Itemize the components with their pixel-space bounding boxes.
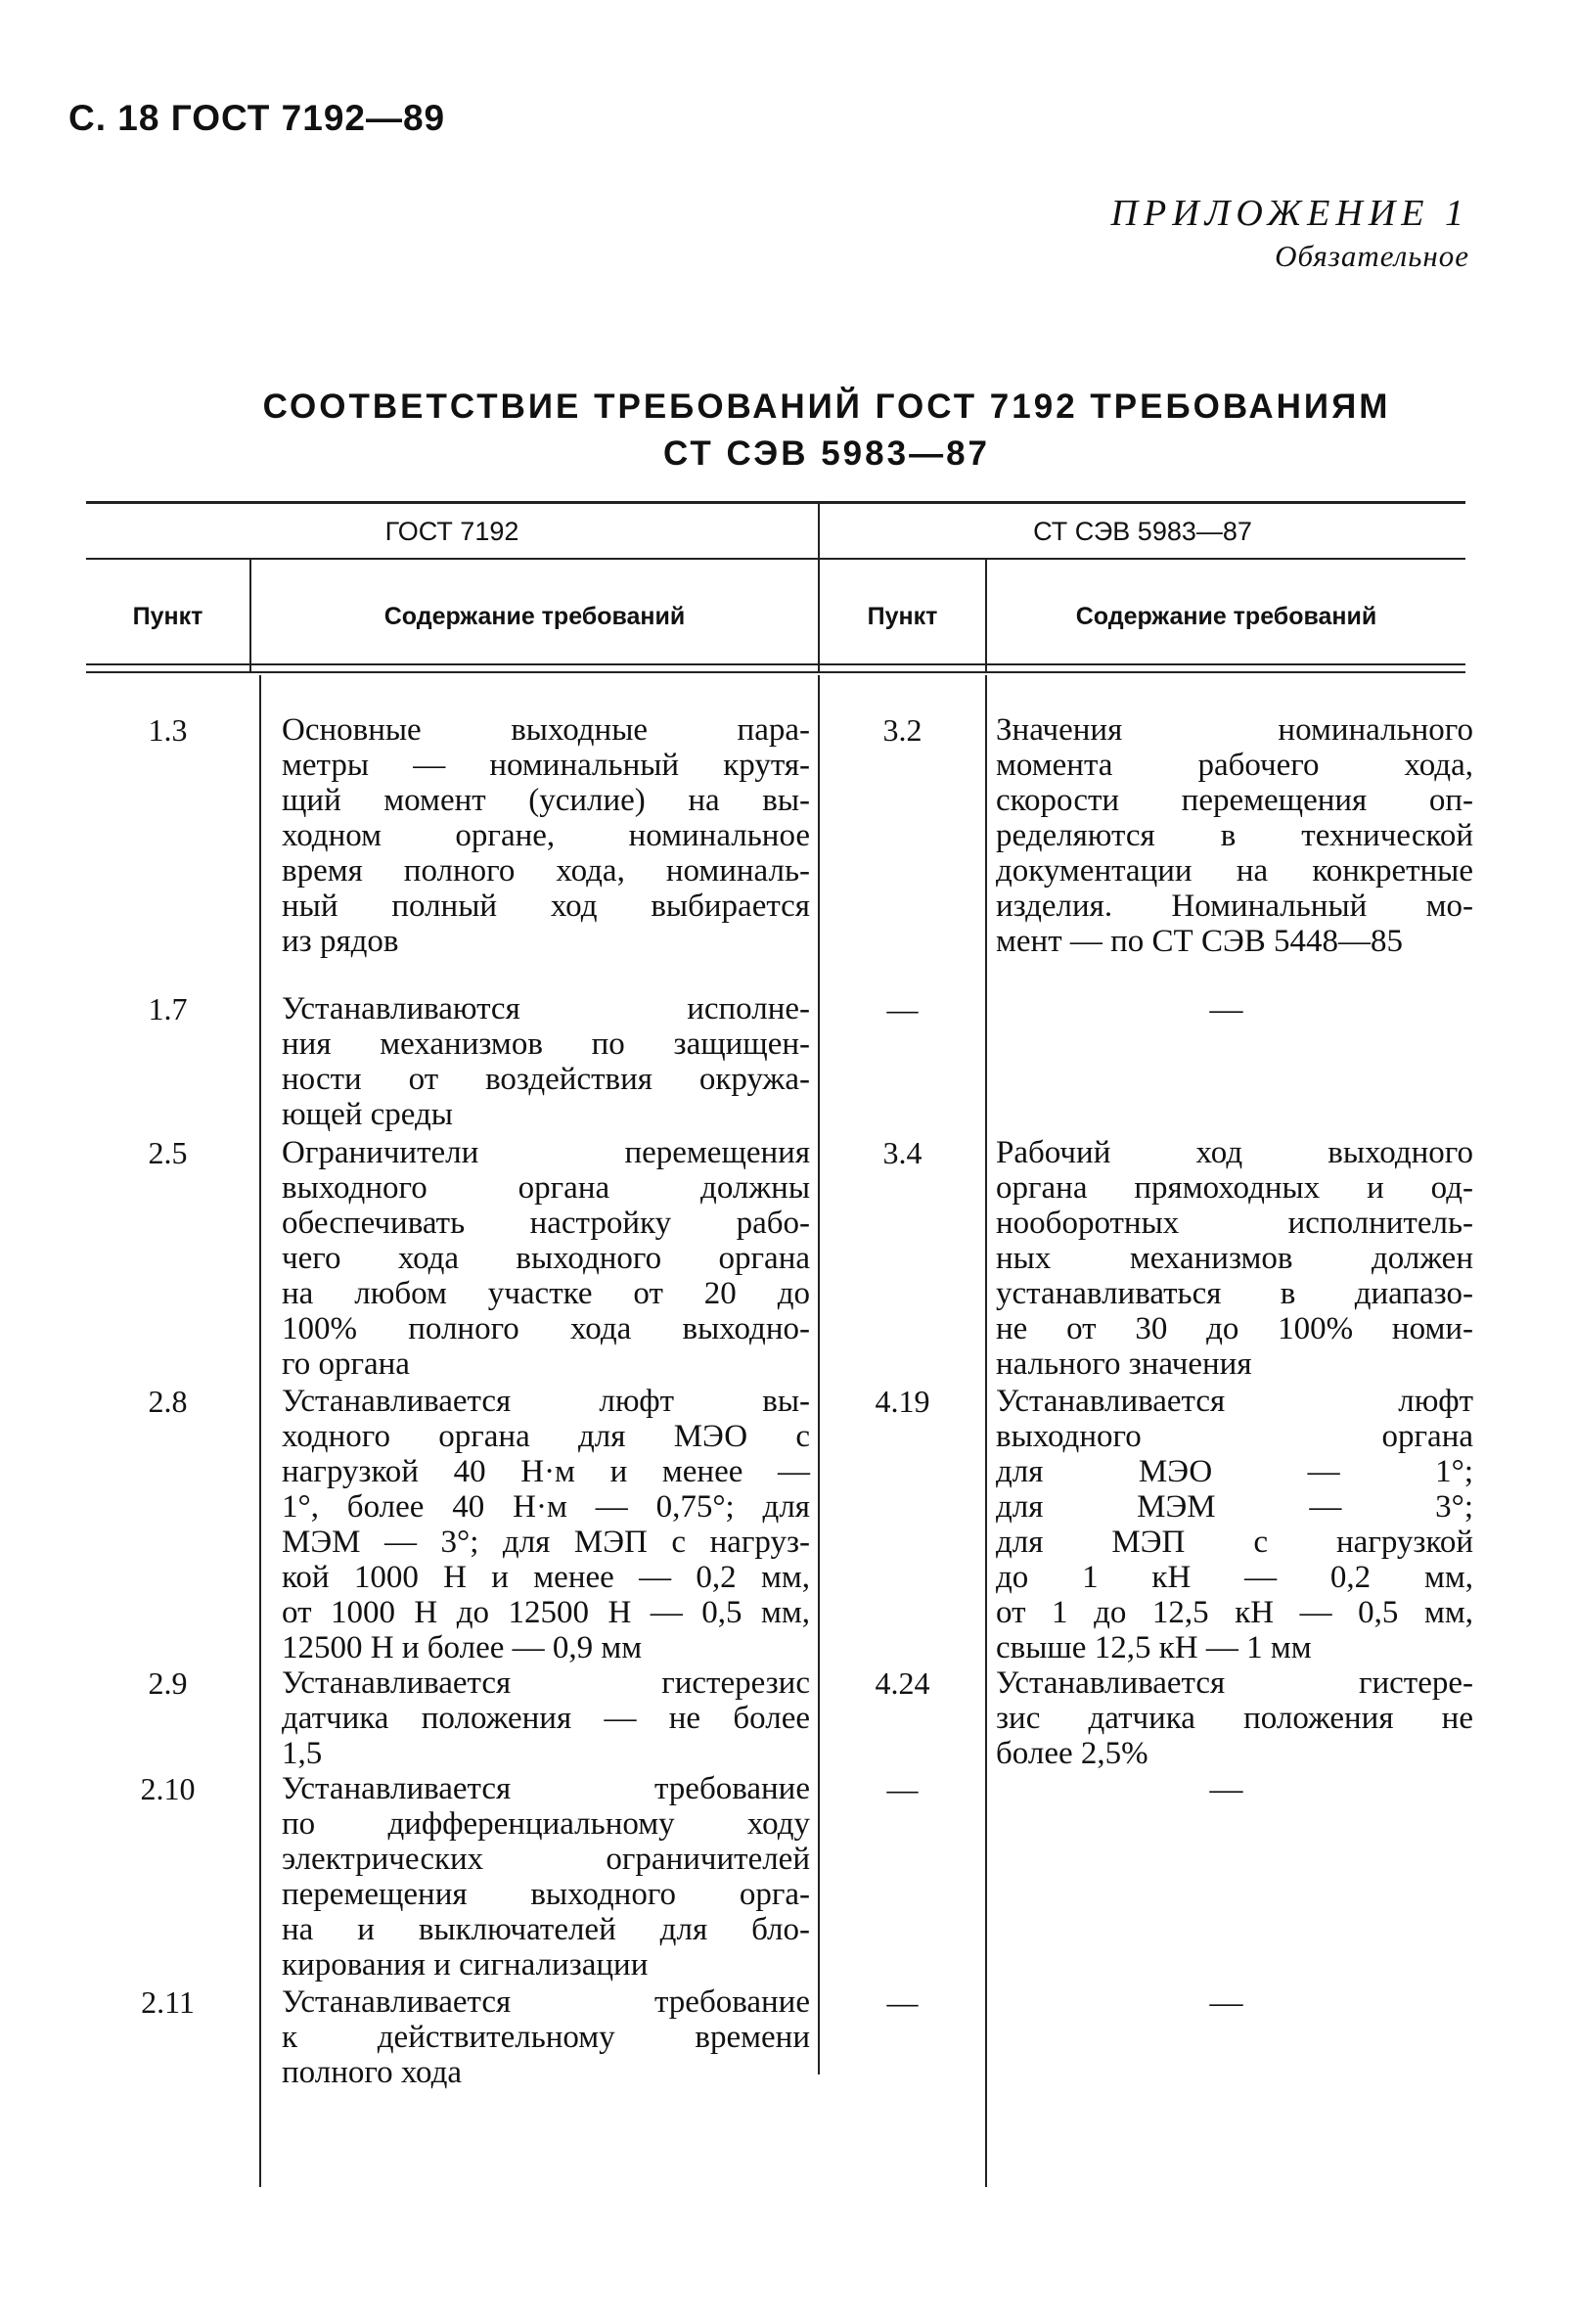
group-header-rule <box>86 558 1465 560</box>
document-title-line-1: СООТВЕТСТВИЕ ТРЕБОВАНИЙ ГОСТ 7192 ТРЕБОВАНИЯМ <box>262 387 1391 426</box>
column-header-rule-2 <box>86 671 1465 673</box>
gost-requirement-line: ходного органа для МЭО с <box>282 1419 810 1454</box>
gost-requirement-line: чего хода выходного органа <box>282 1241 810 1276</box>
appendix-subtitle: Обязательное <box>1275 239 1469 273</box>
divider-sev-item-body <box>985 675 987 2187</box>
sev-requirement-line: Устанавливается люфт <box>996 1384 1473 1419</box>
sev-requirement-line: до 1 кН — 0,2 мм, <box>996 1560 1473 1595</box>
col-header-gost-item: Пункт <box>132 603 203 630</box>
gost-requirement-text <box>282 1384 810 1665</box>
document-title-line-2: СТ СЭВ 5983—87 <box>662 434 990 473</box>
gost-requirement-text <box>282 1771 810 1982</box>
gost-requirement-line: из рядов <box>282 924 399 959</box>
gost-requirement-line: 12500 Н и более — 0,9 мм <box>282 1630 643 1665</box>
gost-requirement-line: Устанавливаются исполне- <box>282 991 810 1026</box>
sev-requirement-line: для МЭО — 1°; <box>996 1454 1473 1489</box>
gost-requirement-line: ющей среды <box>282 1097 453 1132</box>
sev-requirement-line: от 1 до 12,5 кН — 0,5 мм, <box>996 1595 1473 1630</box>
sev-item-number: 3.2 <box>882 712 922 748</box>
sev-requirement-text <box>996 1135 1473 1382</box>
col-header-sev-item: Пункт <box>867 603 938 630</box>
sev-requirement-line: выходного органа <box>996 1419 1473 1454</box>
sev-requirement-text <box>996 1665 1473 1771</box>
sev-requirement-line: свыше 12,5 кН — 1 мм <box>996 1630 1312 1665</box>
gost-requirement-line: Ограничители перемещения <box>282 1135 810 1170</box>
gost-requirement-text <box>282 991 810 1132</box>
sev-requirement-line: органа прямоходных и од- <box>996 1170 1473 1206</box>
sev-requirement-line: ных механизмов должен <box>996 1241 1473 1276</box>
gost-requirement-line: Устанавливается гистерезис <box>282 1665 810 1701</box>
sev-requirement-line: нального значения <box>996 1346 1252 1382</box>
sev-requirement-text <box>996 712 1473 959</box>
gost-requirement-line: МЭМ — 3°; для МЭП с нагруз- <box>282 1525 810 1560</box>
gost-requirement-line: полного хода <box>282 2055 463 2090</box>
gost-requirement-line: го органа <box>282 1346 410 1382</box>
sev-requirement-line: скорости перемещения оп- <box>996 783 1473 818</box>
gost-requirement-line: кирования и сигнализации <box>282 1947 649 1982</box>
gost-requirement-line: Основные выходные пара- <box>282 712 810 748</box>
gost-item-number: 2.9 <box>148 1665 188 1701</box>
gost-requirement-line: по дифференциальному ходу <box>282 1806 810 1842</box>
sev-requirement-line: нооборотных исполнитель- <box>996 1206 1473 1241</box>
document-title <box>0 384 1575 478</box>
gost-requirement-line: ный полный ход выбирается <box>282 889 810 924</box>
gost-requirement-line: электрических ограничителей <box>282 1842 810 1877</box>
gost-requirement-line: 100% полного хода выходно- <box>282 1311 810 1346</box>
gost-item-number: 2.5 <box>148 1135 188 1170</box>
sev-requirement-line: более 2,5% <box>996 1736 1148 1771</box>
sev-requirement-line: момента рабочего хода, <box>996 748 1473 783</box>
gost-item-number: 2.10 <box>140 1771 196 1806</box>
divider-gost-item-body <box>259 675 261 2187</box>
group-header-gost: ГОСТ 7192 <box>384 517 519 546</box>
table-top-rule <box>86 501 1465 504</box>
sev-requirement-dash: — <box>1209 1771 1243 1807</box>
gost-requirement-line: от 1000 Н до 12500 Н — 0,5 мм, <box>282 1595 810 1630</box>
sev-item-number: 4.24 <box>875 1665 930 1701</box>
gost-requirement-line: Устанавливается требование <box>282 1771 810 1806</box>
sev-requirement-line: Устанавливается гистере- <box>996 1665 1473 1701</box>
gost-requirement-line: 1°, более 40 Н·м — 0,75°; для <box>282 1489 810 1525</box>
sev-requirement-line: для МЭМ — 3°; <box>996 1489 1473 1525</box>
gost-requirement-line: Устанавливается люфт вы- <box>282 1384 810 1419</box>
sev-item-number: 3.4 <box>882 1135 922 1170</box>
gost-requirement-line: нагрузкой 40 Н·м и менее — <box>282 1454 810 1489</box>
column-header-rule-1 <box>86 663 1465 665</box>
gost-requirement-text <box>282 1665 810 1771</box>
gost-requirement-line: время полного хода, номиналь- <box>282 853 810 889</box>
gost-requirement-line: Устанавливается требование <box>282 1984 810 2020</box>
sev-item-number: 4.19 <box>875 1384 930 1419</box>
gost-requirement-line: 1,5 <box>282 1736 323 1771</box>
sev-requirement-line: Рабочий ход выходного <box>996 1135 1473 1170</box>
gost-requirement-line: ния механизмов по защищен- <box>282 1026 810 1062</box>
gost-requirement-line: выходного органа должны <box>282 1170 810 1206</box>
gost-requirement-line: кой 1000 Н и менее — 0,2 мм, <box>282 1560 810 1595</box>
sev-requirement-line: ределяются в технической <box>996 818 1473 853</box>
group-header-sev: СТ СЭВ 5983—87 <box>1033 517 1252 546</box>
gost-requirement-line: щий момент (усилие) на вы- <box>282 783 810 818</box>
gost-requirement-line: ходном органе, номинальное <box>282 818 810 853</box>
sev-item-number: — <box>886 1771 919 1806</box>
sev-item-number: — <box>886 991 919 1026</box>
gost-item-number: 1.3 <box>148 712 188 748</box>
sev-requirement-line: документации на конкретные <box>996 853 1473 889</box>
gost-item-number: 2.8 <box>148 1384 188 1419</box>
appendix-title: ПРИЛОЖЕНИЕ 1 <box>1110 193 1469 234</box>
gost-item-number: 2.11 <box>141 1984 195 2020</box>
gost-requirement-line: обеспечивать настройку рабо- <box>282 1206 810 1241</box>
sev-requirement-line: Значения номинального <box>996 712 1473 748</box>
gost-requirement-line: на и выключателей для бло- <box>282 1912 810 1947</box>
sev-requirement-dash: — <box>1209 991 1243 1027</box>
gost-requirement-text <box>282 1135 810 1382</box>
gost-requirement-line: перемещения выходного орга- <box>282 1877 810 1912</box>
gost-requirement-line: метры — номинальный крутя- <box>282 748 810 783</box>
sev-requirement-line: мент — по СТ СЭВ 5448—85 <box>996 924 1403 959</box>
gost-requirement-line: на любом участке от 20 до <box>282 1276 810 1311</box>
gost-requirement-line: к действительному времени <box>282 2020 810 2055</box>
sev-requirement-line: устанавливаться в диапазо- <box>996 1276 1473 1311</box>
page-header: С. 18 ГОСТ 7192—89 <box>68 98 446 138</box>
sev-requirement-text <box>996 1384 1473 1665</box>
col-header-sev-content: Содержание требований <box>1075 603 1377 630</box>
col-header-gost-content: Содержание требований <box>383 603 686 630</box>
sev-requirement-line: не от 30 до 100% номи- <box>996 1311 1473 1346</box>
gost-requirement-text <box>282 712 810 959</box>
divider-group-body <box>818 675 820 2074</box>
sev-requirement-line: для МЭП с нагрузкой <box>996 1525 1473 1560</box>
sev-item-number: — <box>886 1984 919 2020</box>
gost-requirement-text <box>282 1984 810 2090</box>
gost-requirement-line: датчика положения — не более <box>282 1701 810 1736</box>
gost-requirement-line: ности от воздействия окружа- <box>282 1062 810 1097</box>
gost-item-number: 1.7 <box>148 991 188 1026</box>
sev-requirement-dash: — <box>1209 1984 1243 2021</box>
sev-requirement-line: изделия. Номинальный мо- <box>996 889 1473 924</box>
appendix-block <box>1111 192 1469 274</box>
sev-requirement-line: зис датчика положения не <box>996 1701 1473 1736</box>
